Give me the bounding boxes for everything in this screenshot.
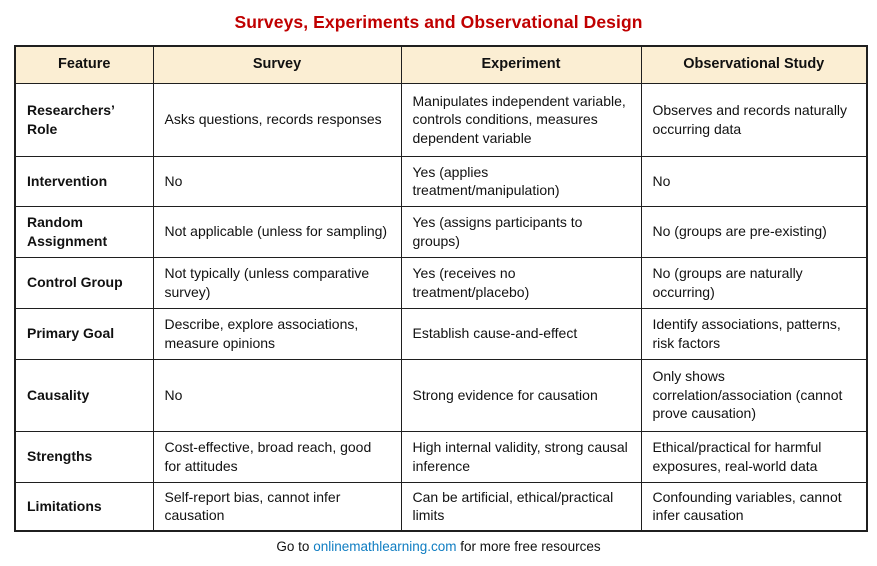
- table-row-intervention: [15, 156, 867, 206]
- column-header-survey: Survey: [153, 46, 401, 83]
- cell-survey: Self-report bias, cannot infer causation: [153, 482, 401, 531]
- cell-experiment: Strong evidence for causation: [401, 359, 641, 431]
- cell-survey: Describe, explore associations, measure opinions: [153, 308, 401, 359]
- cell-feature: Researchers’ Role: [15, 83, 153, 156]
- cell-feature: Control Group: [15, 257, 153, 308]
- table-row-random-assignment: [15, 206, 867, 257]
- table-row-limitations: [15, 482, 867, 531]
- column-header-experiment: Experiment: [401, 46, 641, 83]
- cell-survey: No: [153, 156, 401, 206]
- table-row-strengths: [15, 431, 867, 482]
- cell-observational: No (groups are naturally occurring): [641, 257, 867, 308]
- footer-suffix-text: for more free resources: [456, 539, 601, 554]
- onlinemathlearning-link[interactable]: onlinemathlearning.com: [313, 539, 457, 554]
- cell-observational: Identify associations, patterns, risk factors: [641, 308, 867, 359]
- column-header-observational-study: Observational Study: [641, 46, 867, 83]
- cell-survey: Not applicable (unless for sampling): [153, 206, 401, 257]
- footer-prefix-text: Go to: [276, 539, 314, 554]
- cell-feature: Intervention: [15, 156, 153, 206]
- cell-feature: Causality: [15, 359, 153, 431]
- cell-experiment: Yes (receives no treatment/placebo): [401, 257, 641, 308]
- cell-experiment: Manipulates independent variable, controls conditions, measures dependent variable: [401, 83, 641, 156]
- cell-observational: No (groups are pre-existing): [641, 206, 867, 257]
- cell-experiment: Yes (applies treatment/manipulation): [401, 156, 641, 206]
- table-row-primary-goal: [15, 308, 867, 359]
- table-row-causality: [15, 359, 867, 431]
- cell-feature: Limitations: [15, 482, 153, 531]
- cell-feature: Random Assignment: [15, 206, 153, 257]
- cell-experiment: Can be artificial, ethical/practical limits: [401, 482, 641, 531]
- table-row-researchers-role: [15, 83, 867, 156]
- cell-feature: Strengths: [15, 431, 153, 482]
- cell-survey: Asks questions, records responses: [153, 83, 401, 156]
- column-header-feature: Feature: [15, 46, 153, 83]
- cell-experiment: High internal validity, strong causal inference: [401, 431, 641, 482]
- cell-feature: Primary Goal: [15, 308, 153, 359]
- comparison-table: [14, 45, 868, 532]
- cell-observational: Observes and records naturally occurring data: [641, 83, 867, 156]
- cell-experiment: Establish cause-and-effect: [401, 308, 641, 359]
- table-row-control-group: [15, 257, 867, 308]
- footer: [0, 539, 877, 554]
- cell-survey: No: [153, 359, 401, 431]
- cell-survey: Not typically (unless comparative survey): [153, 257, 401, 308]
- cell-experiment: Yes (assigns participants to groups): [401, 206, 641, 257]
- cell-observational: Only shows correlation/association (cannot prove causation): [641, 359, 867, 431]
- cell-survey: Cost-effective, broad reach, good for attitudes: [153, 431, 401, 482]
- cell-observational: No: [641, 156, 867, 206]
- cell-observational: Ethical/practical for harmful exposures, real-world data: [641, 431, 867, 482]
- page-title: Surveys, Experiments and Observational Design: [234, 12, 643, 32]
- cell-observational: Confounding variables, cannot infer causation: [641, 482, 867, 531]
- table-header-row: [15, 46, 867, 83]
